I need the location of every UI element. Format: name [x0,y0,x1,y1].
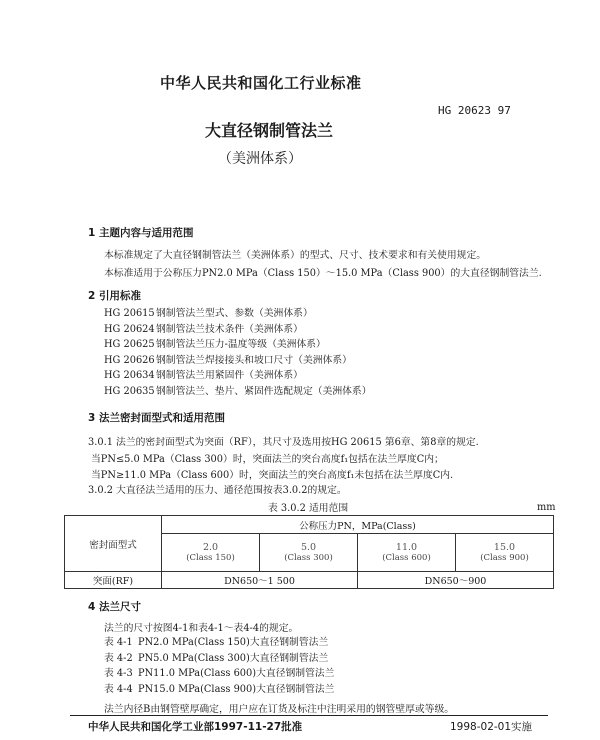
section-1-line-2: 本标准适用于公称压力PN2.0 MPa（Class 150）～15.0 MPa（Class 900）的大直径钢制管法兰. [104,268,542,279]
standard-number: HG 20623 97 [438,104,511,117]
ref-code: HG 20624 [104,323,155,335]
ref-code: HG 20625 [104,339,155,350]
ref-code: HG 20615 [104,308,155,319]
ref-name: 钢制管法兰压力-温度等级（美洲体系） [156,339,326,350]
list-item [104,353,372,369]
industry-standard-title: 中华人民共和国化工行业标准 [160,74,362,92]
table-desc: PN15.0 MPa(Class 900)大直径钢制管法兰 [138,683,335,695]
ref-code: HG 20626 [104,354,155,366]
table-unit: mm [537,502,556,513]
section-1-title: 1 主题内容与适用范围 [88,227,194,239]
pressure-value: 5.0 [300,542,317,553]
pressure-cell [456,534,554,572]
footer-divider [70,715,548,716]
pressure-value: 2.0 [202,542,219,553]
ref-name: 钢制管法兰技术条件（美洲体系） [156,323,303,335]
ref-name: 钢制管法兰型式、参数（美洲体系） [156,308,313,319]
pressure-class: (Class 150) [186,553,235,563]
table-row-label: 突面(RF) [65,572,162,589]
pressure-cell [358,534,456,572]
section-3-title: 3 法兰密封面型式和适用范围 [88,412,225,424]
table-desc: PN11.0 MPa(Class 600)大直径钢制管法兰 [138,668,335,679]
table-desc: PN2.0 MPa(Class 150)大直径钢制管法兰 [138,637,329,648]
ref-name: 钢制管法兰、垫片、紧固件选配规定（美洲体系） [156,385,372,397]
list-item [104,368,372,384]
range-high-pressure: DN650～900 [358,572,554,589]
clause-3-0-1: 3.0.1 法兰的密封面型式为突面（RF），其尺寸及选用按HG 20615 第6章、第8章的规定. [88,437,479,448]
ref-name: 钢制管法兰用紧固件（美洲体系） [156,370,303,381]
issue-date: 中华人民共和国化学工业部1997-11-27批准 [88,721,303,733]
table-group-header: 公称压力PN，MPa(Class) [162,516,554,534]
page-subtitle: （美洲体系） [218,151,302,167]
list-item [104,337,372,353]
table-no: 表 4-2 [104,652,133,664]
clause-3-0-2: 3.0.2 大直径法兰适用的压力、通径范围按表3.0.2的规定。 [88,485,347,496]
section-4-title: 4 法兰尺寸 [88,601,141,613]
pressure-cell [260,534,358,572]
pressure-class: (Class 600) [382,553,431,563]
flange-table-list [104,635,334,697]
pressure-range-table [64,515,554,589]
effective-date: 1998-02-01实施 [450,721,533,733]
section-4-intro: 法兰的尺寸按图4-1和表4-1～表4-4的规定。 [104,623,299,634]
list-item [104,666,334,682]
clause-3-0-1-b: 当PN≥11.0 MPa（Class 600）时，突面法兰的突台高度f₁未包括在法兰厚度C内. [91,470,454,481]
range-low-pressure: DN650～1 500 [162,572,358,589]
page-title: 大直径钢制管法兰 [205,121,334,140]
referenced-standards-list [104,306,372,399]
ref-code: HG 20634 [104,370,155,381]
table-no: 表 4-4 [104,683,133,695]
table-desc: PN5.0 MPa(Class 300)大直径钢制管法兰 [138,652,329,664]
clause-3-0-1-a: 当PN≤5.0 MPa（Class 300）时，突面法兰的突台高度f₁包括在法兰厚度C内； [91,454,444,465]
section-2-title: 2 引用标准 [88,290,141,302]
list-item [104,651,334,667]
table-row-header: 密封面型式 [65,516,162,572]
ref-name: 钢制管法兰焊接接头和坡口尺寸（美洲体系） [156,354,352,366]
pressure-class: (Class 900) [480,553,529,563]
ref-code: HG 20635 [104,385,155,397]
pressure-class: (Class 300) [284,553,333,563]
list-item [104,384,372,400]
table-caption: 表 3.0.2 适用范围 [268,503,349,514]
table-no: 表 4-1 [104,637,133,648]
section-1-line-1: 本标准规定了大直径钢制管法兰（美洲体系）的型式、尺寸、技术要求和有关使用规定。 [104,250,487,261]
section-4-note: 法兰内径B由钢管壁厚确定，用户应在订货及标注中注明采用的钢管壁厚或等级。 [104,704,455,715]
pressure-value: 15.0 [493,542,516,553]
pressure-cell [162,534,260,572]
list-item [104,682,334,698]
list-item [104,306,372,322]
list-item [104,635,334,651]
pressure-value: 11.0 [395,542,418,553]
list-item [104,322,372,338]
table-no: 表 4-3 [104,668,133,679]
